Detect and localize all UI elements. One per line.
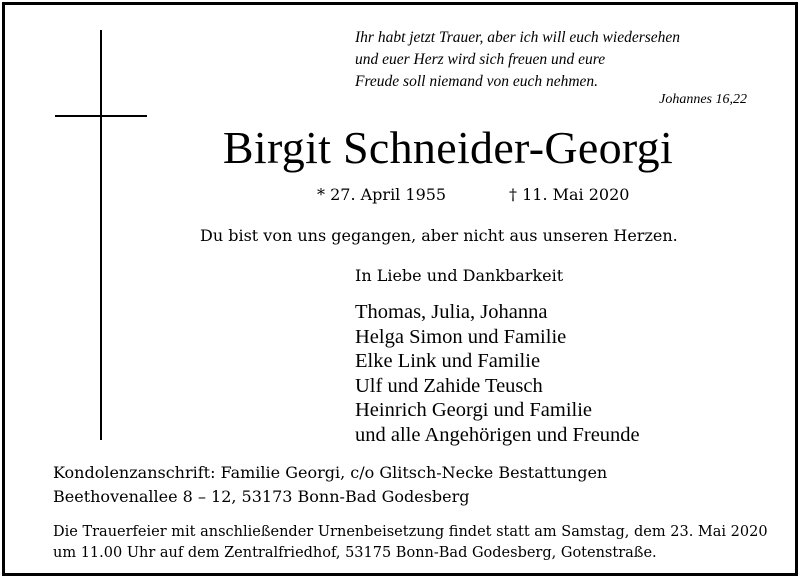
condolence-address [53,461,607,509]
mourner-entry: Thomas, Julia, Johanna [355,301,548,323]
obituary-notice [2,2,798,576]
mourner-entry: Heinrich Georgi und Familie [355,399,593,421]
bible-quote [355,27,755,109]
death-date: † 11. Mai 2020 [509,185,630,204]
cross-icon-horizontal [55,115,147,117]
deceased-name: Birgit Schneider-Georgi [222,122,674,173]
quote-line: Freude soll niemand von euch nehmen. [355,73,599,90]
condolence-line: Kondolenzanschrift: Familie Georgi, c/o Glitsch-Necke Bestattungen [53,463,608,482]
ceremony-info [53,522,768,564]
farewell-text: Du bist von uns gegangen, aber nicht aus unseren Herzen. [200,226,678,245]
birth-date: * 27. April 1955 [317,185,447,204]
ceremony-line: Die Trauerfeier mit anschließender Urnenbeisetzung findet statt am Samstag, dem 23. Mai 2020 [53,524,768,540]
quote-line: und euer Herz wird sich freuen und eure [355,51,606,68]
ceremony-line: um 11.00 Uhr auf dem Zentralfriedhof, 53175 Bonn-Bad Godesberg, Gotenstraße. [53,545,657,561]
quote-source: Johannes 16,22 [659,92,747,107]
mourner-entry: und alle Angehörigen und Freunde [355,423,640,446]
mourner-entry: Elke Link und Familie [355,350,541,372]
life-dates [317,185,630,204]
condolence-line: Beethovenallee 8 – 12, 53173 Bonn-Bad Godesberg [53,487,470,506]
mourners-list [355,300,640,447]
quote-line: Ihr habt jetzt Trauer, aber ich will euch wiedersehen [355,29,681,46]
mourner-entry: Helga Simon und Familie [355,325,567,348]
cross-icon-vertical [100,30,102,440]
mourner-entry: Ulf und Zahide Teusch [355,374,543,397]
mourners-intro: In Liebe und Dankbarkeit [355,266,564,285]
